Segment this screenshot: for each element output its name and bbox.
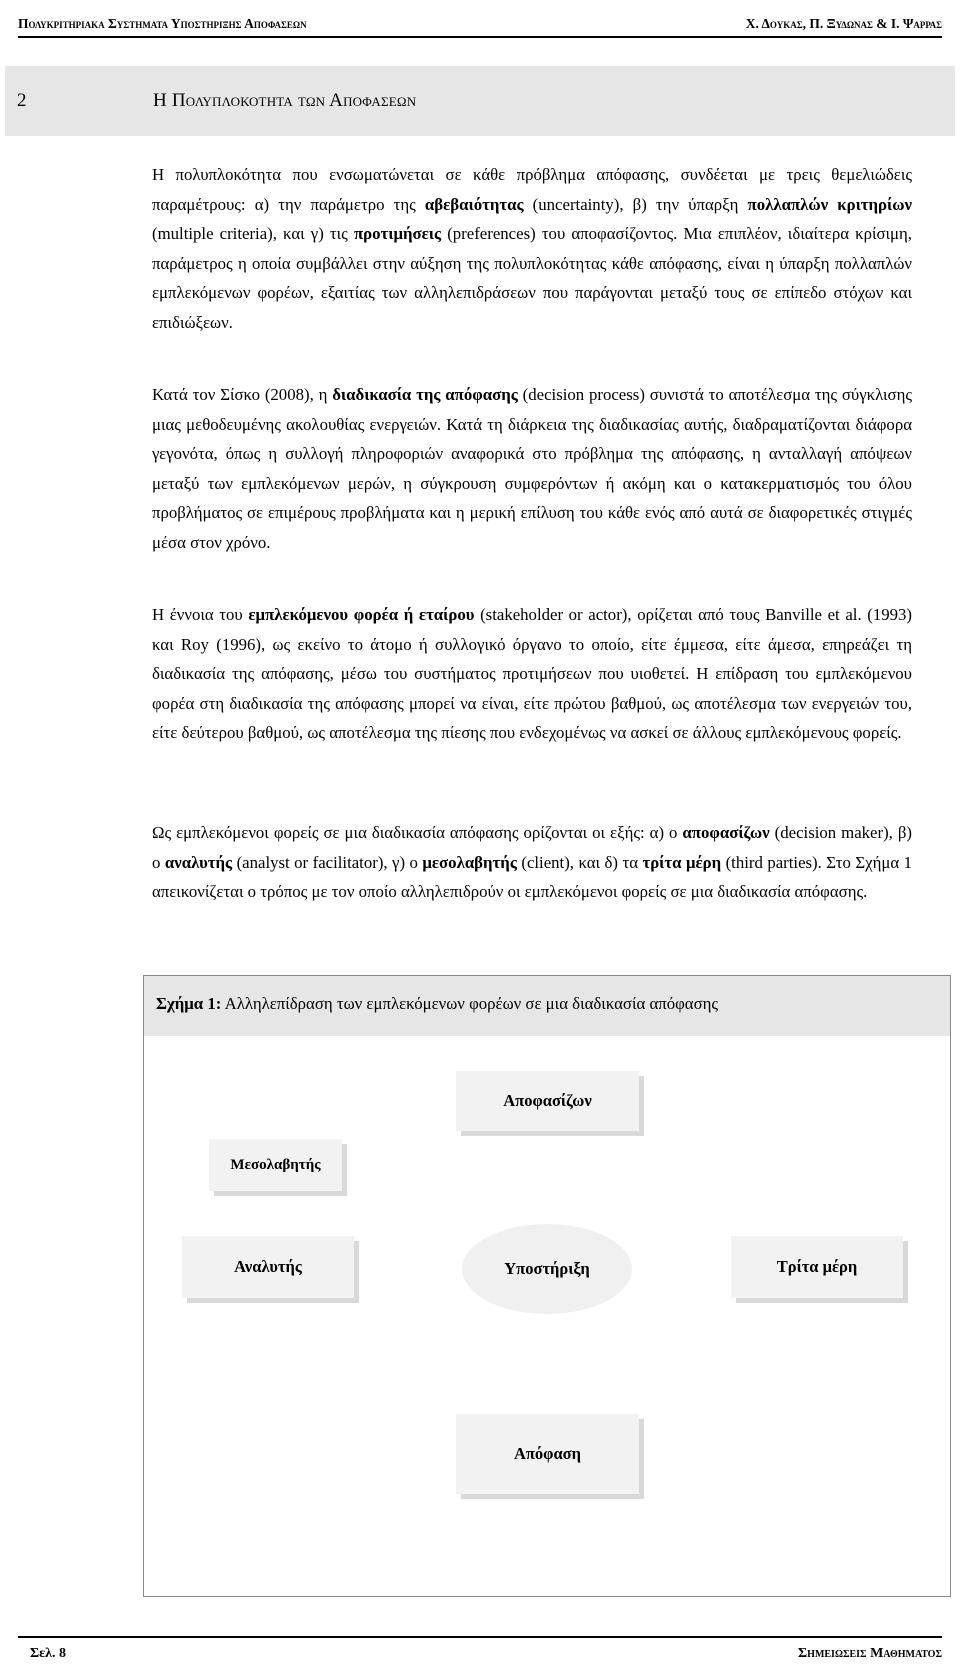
figure-label: Σχήμα 1: (156, 994, 222, 1013)
bold-term: αναλυτής (164, 852, 233, 872)
figure-caption-text: Αλληλεπίδραση των εμπλεκόμενων φορέων σε μια διαδικασία απόφασης (221, 994, 719, 1013)
node-analyst: Αναλυτής (182, 1236, 354, 1298)
text-run: (decision process) συνιστά το αποτέλεσμα της σύγκλισης μιας μεθοδευμένης ακολουθίας ενεργειών. Κατά τη διάρκεια της διαδικασίας αυτής, διαδραματίζονται διάφορα γεγονότα, όπως η συλλογή πληροφοριών αναφορικά στο πρόβλημα της απόφασης, η ανταλλαγή απόψεων μεταξύ των εμπλεκόμενων μερών, η σύγκρουση συμφερόντων ή ακόμη και ο κατακερματισμός του όλου προβλήματος σε επιμέρους προβλήματα και η μερική επίλυση του κάθε ενός από αυτά σε διαφορετικές στιγμές μέσα στον χρόνο. (152, 385, 912, 552)
bold-term: αβεβαιότητας (424, 194, 524, 214)
figure-caption-band (144, 976, 950, 1036)
bold-term: διαδικασία της απόφασης (332, 385, 518, 404)
page-header (18, 10, 942, 38)
node-third-parties: Τρίτα μέρη (731, 1236, 903, 1298)
paragraph-actors (152, 818, 912, 907)
bold-term: προτιμήσεις (353, 224, 442, 243)
node-client: Μεσολαβητής (209, 1139, 342, 1191)
text-run: (preferences) του αποφασίζοντος. Μια επιπλέον, ιδιαίτερα κρίσιμη, παράμετρος η οποία συμβάλλει στην αύξηση της πολυπλοκότητας κάθε απόφασης, είναι η ύπαρξη πολλαπλών εμπλεκόμενων φορέων, εξαιτίας των αλληλεπιδράσεων που παράγονται μεταξύ τους σε επίπεδο στόχων και επιδιώξεων. (152, 224, 912, 332)
figure-actors-diagram (143, 975, 951, 1597)
paragraph-stakeholder (152, 600, 912, 748)
node-decision: Απόφαση (456, 1414, 639, 1494)
text-run: (uncertainty), β) την ύπαρξη (523, 194, 748, 214)
chapter-heading (5, 66, 955, 136)
chapter-number: 2 (17, 90, 27, 111)
text-run: (analyst or facilitator), γ) ο (232, 852, 423, 872)
bold-term: μεσολαβητής (422, 852, 517, 872)
text-run: (stakeholder or actor), ορίζεται από τους Banville et al. (1993) και Roy (1996), ως εκείνο το άτομο ή συλλογικό όργανο το οποίο, είτε έμμεσα, είτε άμεσα, επηρεάζει τη διαδικασία της απόφασης, μέσω του συστήματος προτιμήσεων που υιοθετεί. Η επίδραση του εμπλεκόμενου φορέα στη διαδικασία της απόφασης μπορεί να είναι, είτε πρώτου βαθμού, ως αποτέλεσμα των ενεργειών του, είτε δεύτερου βαθμού, ως αποτέλεσμα της πίεσης που ενδεχομένως να ασκεί σε άλλους εμπλεκόμενους φορείς. (152, 605, 912, 742)
text-run: Η έννοια του (152, 605, 249, 624)
text-run: Κατά τον Σίσκο (2008), η (152, 385, 333, 404)
header-book-title: Πολυκριτηριακα Συστηματα Υποστηριξης Αποφασεων (18, 16, 307, 31)
chapter-title: Η Πολυπλοκοτητα των Αποφασεων (153, 90, 417, 111)
text-run: Ως εμπλεκόμενοι φορείς σε μια διαδικασία απόφασης ορίζονται οι εξής: α) ο (152, 823, 683, 842)
text-run: (multiple criteria), και γ) τις (152, 224, 354, 243)
header-authors: Χ. Δουκας, Π. Ξυδωνας & Ι. Ψαρρας (745, 16, 942, 31)
figure-caption (156, 994, 718, 1014)
text-run: (decision maker), β) ο (152, 823, 913, 872)
node-support: Υποστήριξη (462, 1224, 632, 1314)
text-run: (client), και δ) τα (516, 852, 643, 872)
bold-term: εμπλεκόμενου φορέα ή εταίρου (248, 605, 475, 624)
node-decision-maker: Αποφασίζων (456, 1071, 639, 1131)
paragraph-complexity (152, 160, 912, 337)
bold-term: αποφασίζων (682, 823, 770, 842)
bold-term: πολλαπλών κριτηρίων (747, 194, 912, 214)
footer-series-title: Σημειωσεις Μαθηματος (798, 1646, 942, 1661)
text-run: (third parties). Στο Σχήμα 1 απεικονίζεται ο τρόπος με τον οποίο αλληλεπιδρούν οι εμπλεκόμενοι φορείς σε μια διαδικασία απόφασης. (152, 852, 912, 901)
bold-term: τρίτα μέρη (642, 852, 722, 872)
paragraph-decision-process (152, 380, 912, 557)
text-run: Η πολυπλοκότητα που ενσωματώνεται σε κάθε πρόβλημα απόφασης, συνδέεται με τρεις θεμελιώδεις παραμέτρους: α) την παράμετρο της (152, 165, 912, 214)
page-number: Σελ. 8 (30, 1646, 67, 1661)
page-footer (18, 1636, 942, 1668)
